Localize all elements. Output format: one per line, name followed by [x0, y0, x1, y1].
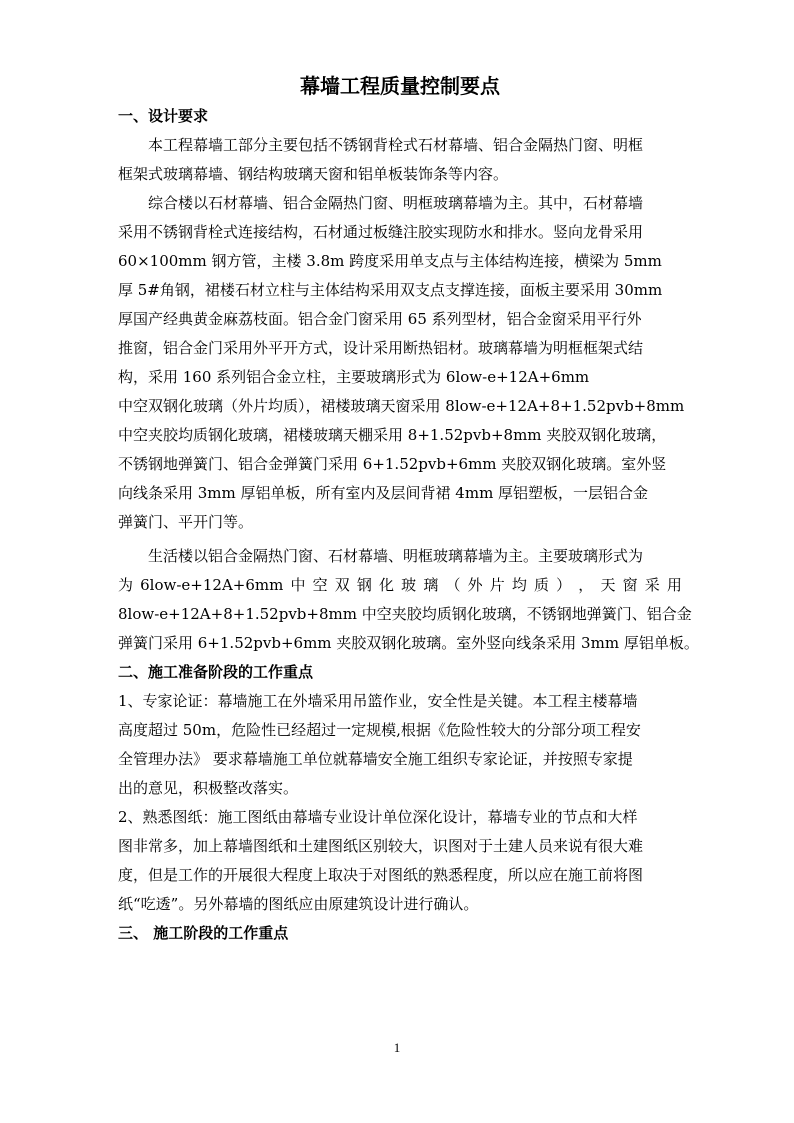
- text-fragment: 片: [489, 576, 505, 594]
- text-line: 厚 5#角钢，裙楼石材立柱与主体结构采用双支点支撑连接，面板主要采用 30mm: [118, 281, 663, 299]
- text-line: 1、专家论证：幕墙施工在外墙采用吊篮作业，安全性是关键。本工程主楼幕墙: [118, 692, 638, 710]
- text-fragment: 双: [334, 576, 350, 594]
- text-fragment: 窗: [622, 576, 638, 594]
- text-line: 2、熟悉图纸：施工图纸由幕墙专业设计单位深化设计，幕墙专业的节点和大样: [118, 808, 638, 826]
- text-line: 弹簧门、平开门等。: [118, 513, 254, 531]
- text-line: 8low-e+12A+8+1.52pvb+8mm 中空夹胶均质钢化玻璃，不锈钢地弹簧门、铝合金: [118, 605, 692, 623]
- text-fragment: ）: [556, 576, 572, 594]
- text-line: 中空双钢化玻璃（外片均质），裙楼玻璃天窗采用 8low-e+12A+8+1.52pvb+8mm: [118, 397, 685, 415]
- page-number: 1: [393, 1040, 401, 1055]
- text-fragment: 采: [644, 576, 660, 594]
- text-fragment: 化: [379, 576, 395, 594]
- text-line-justified: [118, 571, 682, 600]
- section-heading-design: 一、设计要求: [118, 107, 209, 125]
- text-fragment: 用: [666, 576, 682, 594]
- section-heading-preparation: 二、施工准备阶段的工作重点: [118, 663, 314, 681]
- text-line: 不锈钢地弹簧门、铝合金弹簧门采用 6+1.52pvb+6mm 夹胶双钢化玻璃。室外竖: [118, 455, 667, 473]
- text-line: 中空夹胶均质钢化玻璃，裙楼玻璃天棚采用 8+1.52pvb+8mm 夹胶双钢化玻璃，: [118, 426, 667, 444]
- text-line: 纸“吃透”。另外幕墙的图纸应由原建筑设计进行确认。: [118, 895, 479, 913]
- text-line: 弹簧门采用 6+1.52pvb+6mm 夹胶双钢化玻璃。室外竖向线条采用 3mm 厚铝单板。: [118, 634, 699, 652]
- text-fragment: 质: [534, 576, 550, 594]
- document-title: 幕墙工程质量控制要点: [300, 74, 500, 98]
- text-line: 出的意见，积极整改落实。: [118, 779, 299, 797]
- text-line: 本工程幕墙工部分主要包括不锈钢背栓式石材幕墙、铝合金隔热门窗、明框: [148, 136, 644, 154]
- section-heading-construction: 三、 施工阶段的工作重点: [118, 924, 289, 942]
- text-fragment: （: [445, 576, 461, 594]
- paragraph-drawings: [118, 803, 682, 919]
- paragraph-living-building: [118, 542, 699, 658]
- text-line: 采用不锈钢背栓式连接结构，石材通过板缝注胶实现防水和排水。竖向龙骨采用: [118, 223, 644, 241]
- paragraph-design-scope: [118, 131, 682, 189]
- text-line: 构，采用 160 系列铝合金立柱，主要玻璃形式为 6low-e+12A+6mm: [118, 368, 590, 386]
- text-line: 高度超过 50m，危险性已经超过一定规模,根据《危险性较大的分部分项工程安: [118, 721, 641, 739]
- text-fragment: 外: [467, 576, 483, 594]
- text-line: 厚国产经典黄金麻荔枝面。铝合金门窗采用 65 系列型材，铝合金窗采用平行外: [118, 310, 642, 328]
- document-page: [118, 70, 699, 948]
- text-line: 框架式玻璃幕墙、钢结构玻璃天窗和铝单板装饰条等内容。: [118, 165, 509, 183]
- text-fragment: 钢: [356, 576, 372, 594]
- text-fragment: 6low-e+12A+6mm: [140, 576, 284, 594]
- paragraph-expert-review: [118, 687, 682, 803]
- text-line: 生活楼以铝合金隔热门窗、石材幕墙、明框玻璃幕墙为主。主要玻璃形式为: [148, 547, 644, 565]
- text-fragment: 中: [290, 576, 306, 594]
- text-fragment: 均: [511, 576, 527, 594]
- text-line: 图非常多，加上幕墙图纸和土建图纸区别较大，识图对于土建人员来说有很大难: [118, 837, 644, 855]
- paragraph-complex-building: [118, 189, 685, 537]
- text-fragment: 璃: [423, 576, 439, 594]
- text-line: 60×100mm 钢方管，主楼 3.8m 跨度采用单支点与主体结构连接，横梁为 5mm: [118, 252, 662, 270]
- text-fragment: 为: [118, 576, 134, 594]
- text-fragment: 空: [312, 576, 328, 594]
- text-line: 推窗，铝合金门采用外平开方式，设计采用断热铝材。玻璃幕墙为明框框架式结: [118, 339, 644, 357]
- text-fragment: 玻: [401, 576, 417, 594]
- text-line: 向线条采用 3mm 厚铝单板，所有室内及层间背裙 4mm 厚铝塑板，一层铝合金: [118, 484, 649, 502]
- text-fragment: ，: [578, 576, 594, 594]
- text-line: 全管理办法》 要求幕墙施工单位就幕墙安全施工组织专家论证，并按照专家提: [118, 750, 633, 768]
- text-line: 度，但是工作的开展很大程度上取决于对图纸的熟悉程度，所以应在施工前将图: [118, 866, 644, 884]
- text-line: 综合楼以石材幕墙、铝合金隔热门窗、明框玻璃幕墙为主。其中，石材幕墙: [148, 194, 644, 212]
- text-fragment: 天: [600, 576, 616, 594]
